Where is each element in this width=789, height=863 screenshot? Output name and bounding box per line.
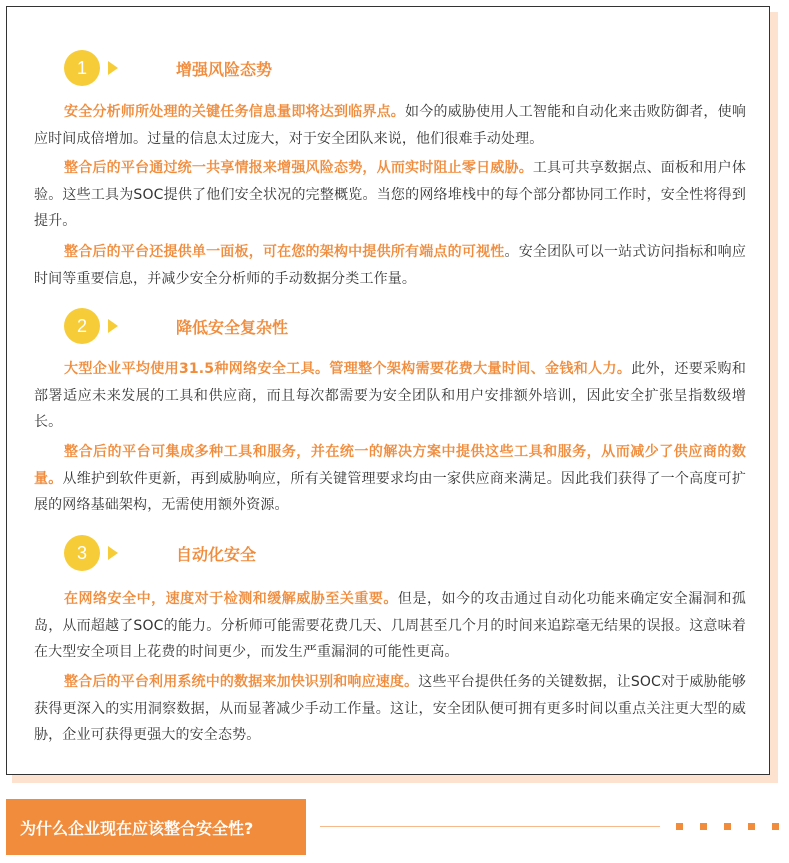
decorative-dot	[772, 823, 779, 830]
section-title: 自动化安全	[176, 545, 257, 564]
section-title: 增强风险态势	[176, 60, 273, 79]
body-text: 如今的威胁使用人工智能和自动化来击败防御者，使响应时间成倍增加。过量的信息太过庞大，对于安全团队来说，他们很难手动处理。	[34, 104, 746, 147]
play-arrow-icon	[108, 61, 118, 75]
body-text: 但是，如今的攻击通过自动化功能来确定安全漏洞和孤岛，从而超越了SOC的能力。分析师可能需要花费几天、几周甚至几个月的时间来追踪毫无结果的误报。这意味着在大型安全项目上花费的时间更少，而发生严重漏洞的可能性更高。	[34, 591, 746, 660]
body-text: 。安全团队可以一站式访问指标和响应时间等重要信息，并减少安全分析师的手动数据分类工作量。	[34, 244, 746, 287]
body-text: 这些平台提供任务的关键数据，让SOC对于威胁能够获得更深入的实用洞察数据，从而显著减少手动工作量。这让，安全团队便可拥有更多时间以重点关注更大型的威胁，企业可获得更强大的安全态势。	[34, 674, 747, 743]
paragraph	[34, 356, 746, 436]
divider-line	[320, 826, 660, 827]
decorative-dot	[748, 823, 755, 830]
highlight-text: 大型企业平均使用31.5种网络安全工具。管理整个架构需要花费大量时间、金钱和人力。	[64, 361, 632, 377]
section-2-header	[64, 308, 564, 344]
section-banner	[6, 799, 306, 855]
body-text: 从维护到软件更新，再到威胁响应，所有关键管理要求均由一家供应商来满足。因此我们获得了一个高度可扩展的网络基础架构，无需使用额外资源。	[34, 470, 746, 513]
paragraph	[34, 439, 746, 519]
section-number-badge: 1	[64, 50, 100, 86]
play-arrow-icon	[108, 319, 118, 333]
paragraph	[34, 239, 746, 292]
banner-title: 为什么企业现在应该整合安全性?	[20, 819, 254, 838]
decorative-dot	[700, 823, 707, 830]
section-title: 降低安全复杂性	[176, 318, 289, 337]
highlight-text: 整合后的平台通过统一共享情报来增强风险态势，从而实时阻止零日威胁。	[64, 160, 533, 176]
paragraph	[34, 155, 746, 235]
decorative-dot	[724, 823, 731, 830]
body-text: 工具可共享数据点、面板和用户体验。这些工具为SOC提供了他们安全状况的完整概览。当您的网络堆栈中的每个部分都协同工作时，安全性将得到提升。	[34, 160, 747, 229]
paragraph	[34, 586, 746, 666]
decorative-dot	[676, 823, 683, 830]
highlight-text: 安全分析师所处理的关键任务信息量即将达到临界点。	[64, 104, 406, 120]
section-number-badge: 3	[64, 535, 100, 571]
section-3-header	[64, 535, 564, 571]
highlight-text: 整合后的平台利用系统中的数据来加快识别和响应速度。	[64, 674, 419, 690]
highlight-text: 整合后的平台可集成多种工具和服务，并在统一的解决方案中提供这些工具和服务，从而减少了供应商的数量。	[34, 444, 746, 487]
highlight-text: 在网络安全中，速度对于检测和缓解威胁至关重要。	[64, 591, 398, 607]
section-number-badge: 2	[64, 308, 100, 344]
highlight-text: 整合后的平台还提供单一面板，可在您的架构中提供所有端点的可视性	[64, 244, 505, 260]
paragraph	[34, 669, 746, 749]
body-text: 此外，还要采购和部署适应未来发展的工具和供应商，而且每次都需要为安全团队和用户安排额外培训，因此安全扩张呈指数级增长。	[34, 361, 746, 430]
paragraph	[34, 99, 746, 152]
section-1-header	[64, 50, 564, 86]
play-arrow-icon	[108, 546, 118, 560]
